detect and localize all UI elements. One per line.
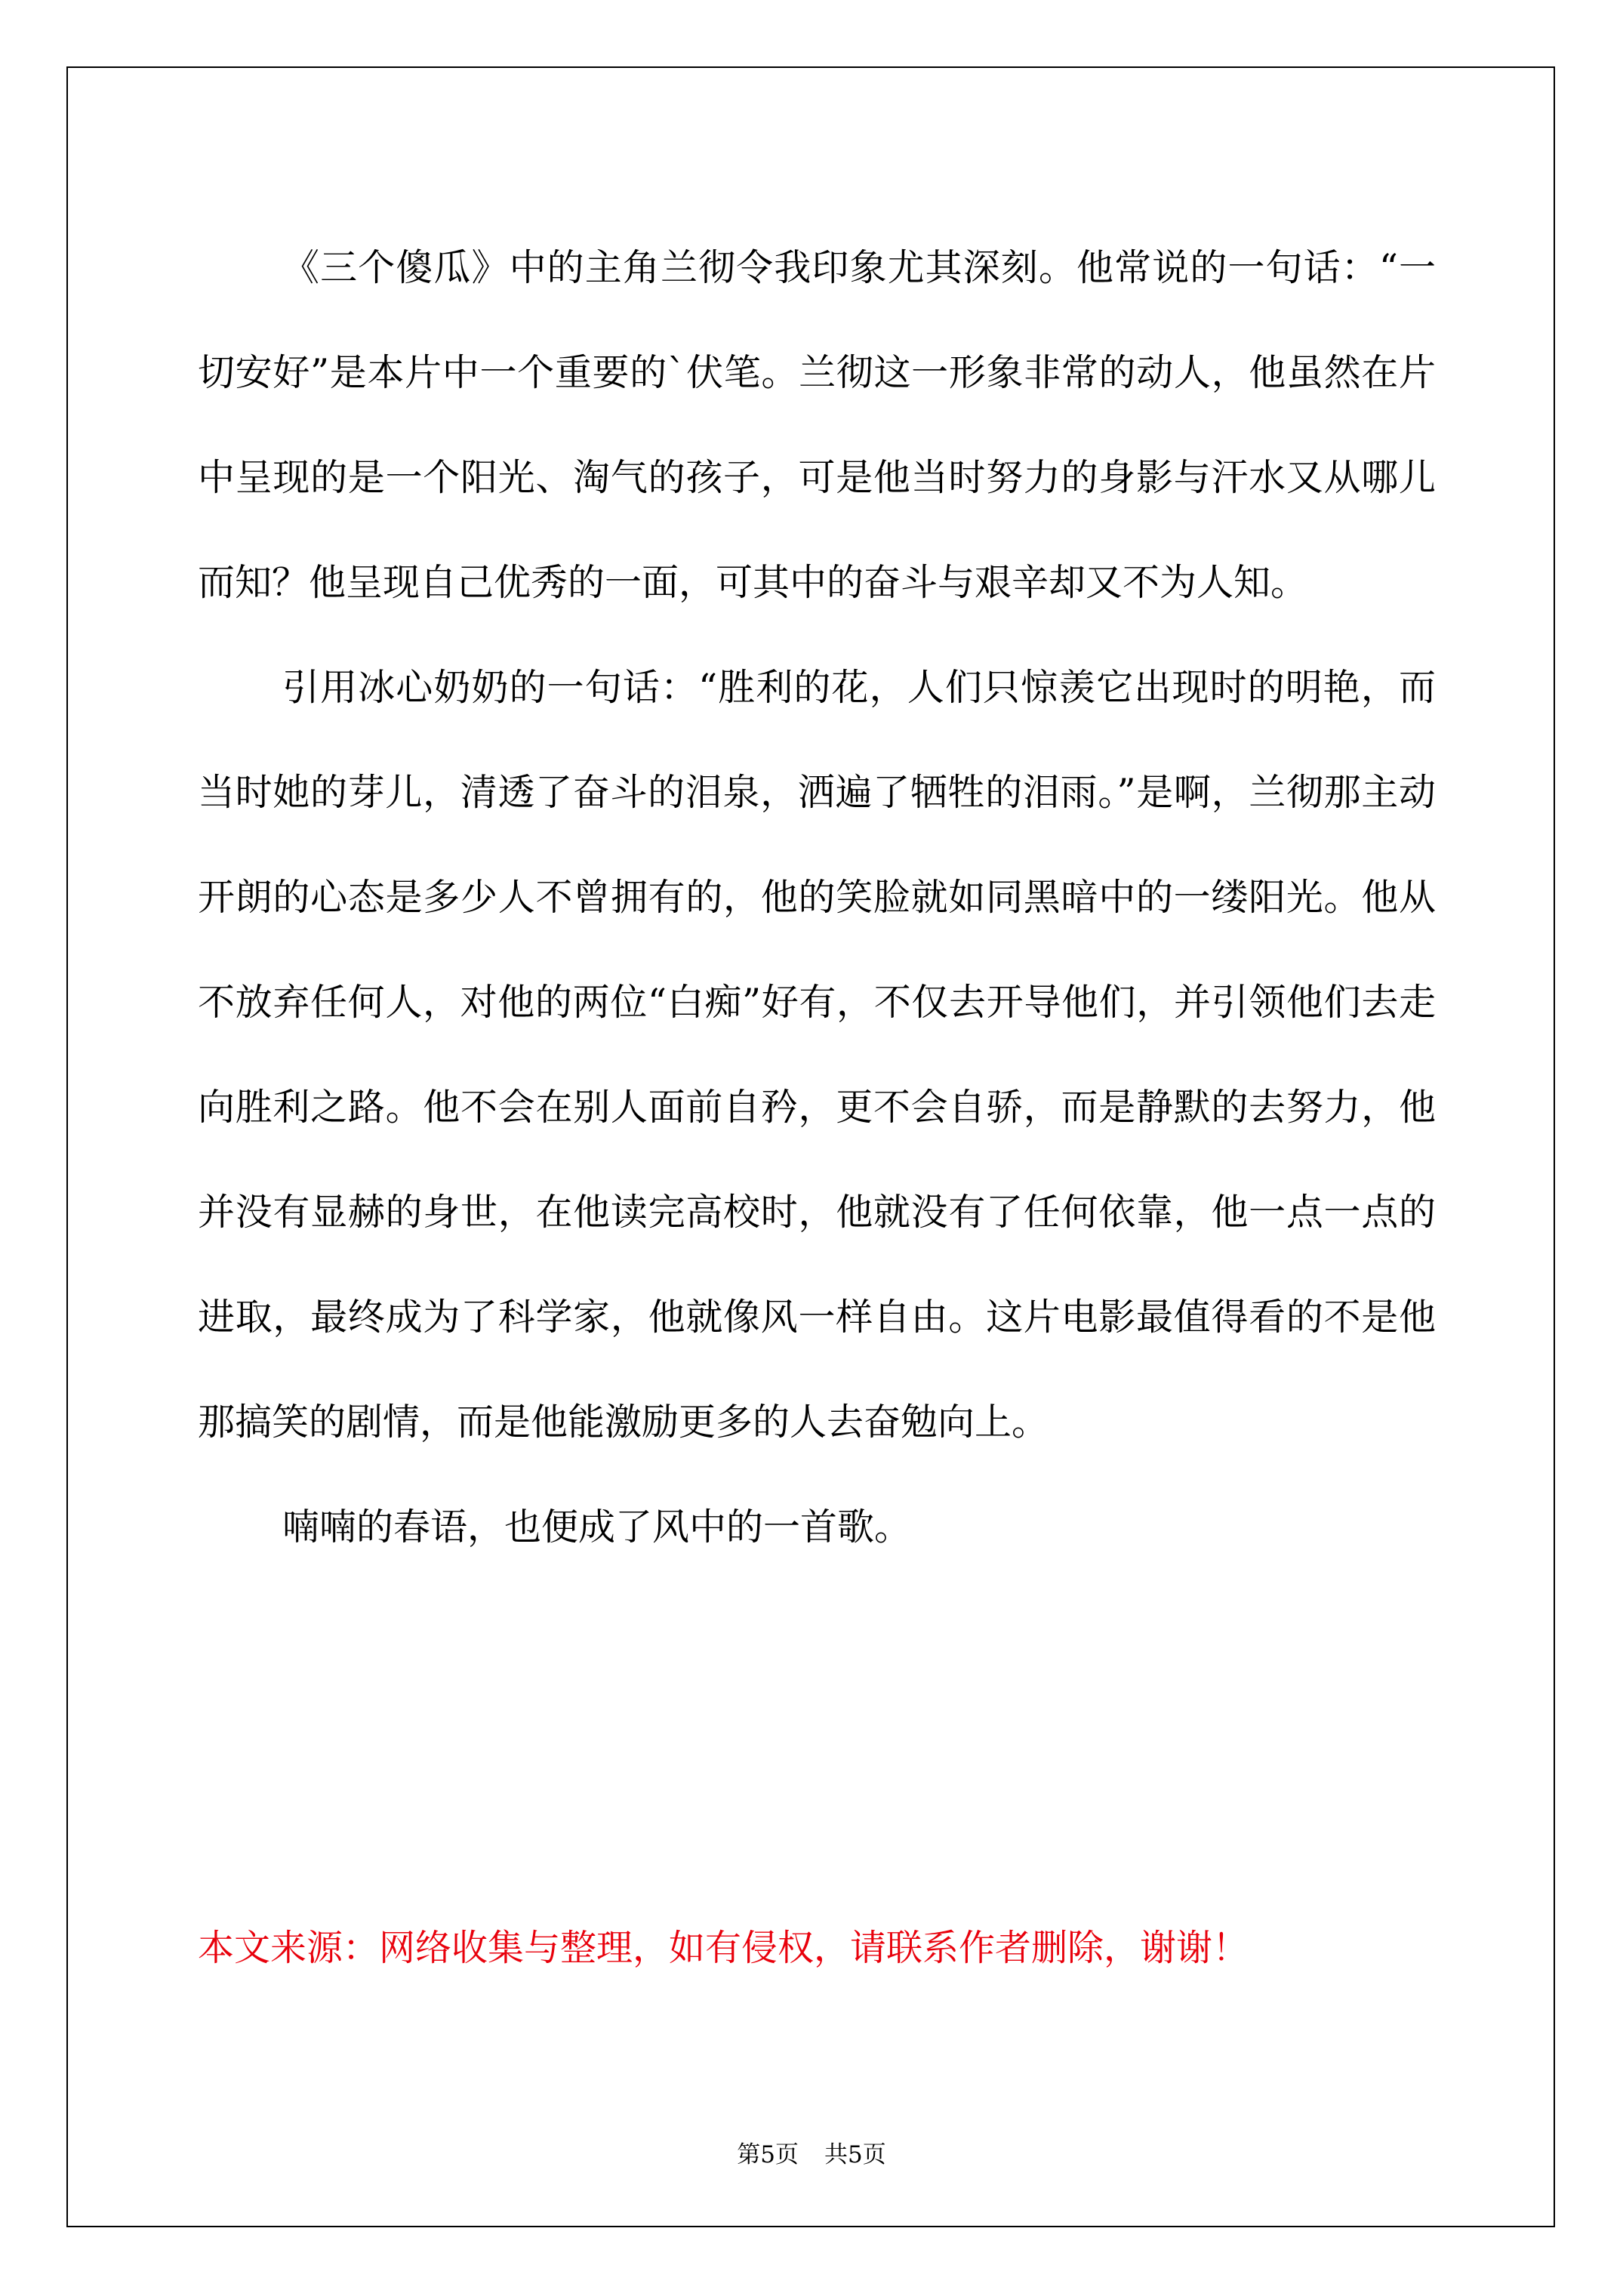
document-body [198,215,1436,1579]
paragraph-2: 引用冰心奶奶的一句话：“胜利的花，人们只惊羡它出现时的明艳，而当时她的芽儿，清透了奋斗的泪泉，洒遍了牺牲的泪雨。”是啊，兰彻那主动开朗的心态是多少人不曾拥有的，他的笑脸就如同黑暗中的一缕阳光。他从不放弃任何人，对他的两位“白痴”好有，不仅去开导他们，并引领他们去走向胜利之路。他不会在别人面前自矜，更不会自骄，而是静默的去努力，他并没有显赫的身世，在他读完高校时，他就没有了任何依靠，他一点一点的进取，最终成为了科学家，他就像风一样自由。这片电影最值得看的不是他那搞笑的剧情，而是他能激励更多的人去奋勉向上。 [198,666,1436,1444]
paragraph-1: 《三个傻瓜》中的主角兰彻令我印象尤其深刻。他常说的一句话：“一切安好”是本片中一个重要的`伏笔。兰彻这一形象非常的动人，他虽然在片中呈现的是一个阳光、淘气的孩子，可是他当时努力的身影与汗水又从哪儿而知？他呈现自己优秀的一面，可其中的奋斗与艰辛却又不为人知。 [198,246,1436,604]
paragraph-3: 喃喃的春语，也便成了风中的一首歌。 [282,1505,912,1549]
source-note: 本文来源：网络收集与整理，如有侵权，请联系作者删除，谢谢！ [198,1927,1249,1969]
page-number-total: 共5页 [824,2141,886,2168]
page-number-current: 第5页 [737,2141,799,2168]
page-footer [0,2138,1623,2171]
